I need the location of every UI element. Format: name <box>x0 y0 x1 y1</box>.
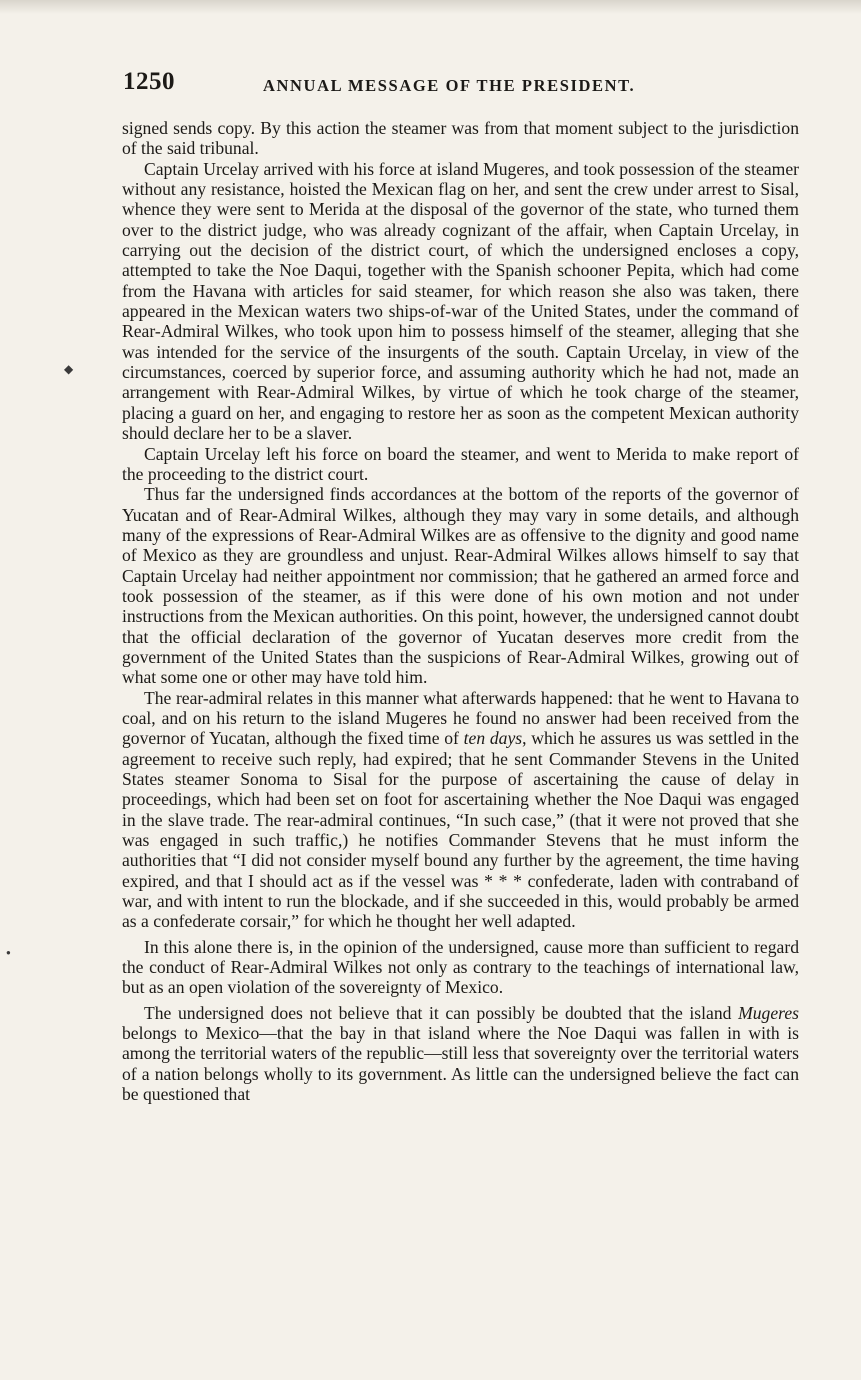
margin-mark-arrow: ◆ <box>64 362 74 376</box>
paragraph-1: signed sends copy. By this action the steamer was from that moment subject to the jurisdiction of the said tribunal. <box>122 118 799 159</box>
emphasis-ten-days: ten days <box>463 728 523 749</box>
body-text <box>122 118 799 1105</box>
running-title: ANNUAL MESSAGE OF THE PRESIDENT. <box>263 76 636 95</box>
paragraph-5-part-2: , which he assures us was settled in the agreement to receive such reply, had expired; that he sent Commander Stevens in the United States steamer Sonoma to Sisal for the purpose of ascertaining the cause of delay in proceedings, which had been set on foot for ascertaining whether the Noe Daqui was engaged in the slave trade. The rear-admiral continues, “In such case,” (that it were not proved that she was engaged in such traffic,) he notifies Commander Stevens that he must inform the authorities that “I did not consider myself bound any further by the agreement, the time having expired, and that I should act as if the vessel was * * * confederate, laden with contraband of war, and with intent to run the blockade, and if she succeeded in this, would probably be armed as a confederate corsair,” for which he thought her well adapted. <box>122 728 799 932</box>
paragraph-7-part-1: The undersigned does not believe that it can possibly be doubted that the island <box>144 1002 739 1023</box>
page-header <box>123 68 799 102</box>
paragraph-2: Captain Urcelay arrived with his force at island Mugeres, and took possession of the steamer without any resistance, hoisted the Mexican flag on her, and sent the crew under arrest to Sisal, whence they were sent to Merida at the disposal of the governor of the state, who turned them over to the district judge, who was already cognizant of the affair, when Captain Urcelay, in carrying out the decision of the district court, of which the undersigned encloses a copy, attempted to take the Noe Daqui, together with the Spanish schooner Pepita, which had come from the Havana with articles for said steamer, for which reason she also was taken, there appeared in the Mexican waters two ships-of-war of the United States, under the command of Rear-Admiral Wilkes, who took upon him to possess himself of the steamer, alleging that she was intended for the service of the insurgents of the south. Captain Urcelay, in view of the circumstances, coerced by superior force, and assuming authority which he had not, made an arrangement with Rear-Admiral Wilkes, by virtue of which he took charge of the steamer, placing a guard on her, and engaging to restore her as soon as the competent Mexican authority should declare her to be a slaver. <box>122 158 799 444</box>
paragraph-7-part-2: belongs to Mexico—that the bay in that island where the Noe Daqui was fallen in with is among the territorial waters of the republic—still less that sovereignty over the territorial waters of a nation belongs wholly to its government. As little can the undersigned believe the fact can be questioned that <box>122 1023 799 1105</box>
page-number: 1250 <box>123 68 175 95</box>
paragraph-3: Captain Urcelay left his force on board the steamer, and went to Merida to make report of the proceeding to the district court. <box>122 443 799 484</box>
paragraph-7 <box>122 1003 799 1105</box>
paragraph-5-part-1: The rear-admiral relates in this manner what afterwards happened: that he went to Havana to coal, and on his return to the island Mugeres he found no answer had been received from the governor of Yucatan, although the fixed time of <box>122 687 799 749</box>
paragraph-4: Thus far the undersigned finds accordances at the bottom of the reports of the governor of Yucatan and of Rear-Admiral Wilkes, although they may vary in some details, and although many of the expressions of Rear-Admiral Wilkes are as offensive to the dignity and good name of Mexico as they are groundless and unjust. Rear-Admiral Wilkes allows himself to say that Captain Urcelay had neither appointment nor commission; that he gathered an armed force and took possession of the steamer, as if this were done of his own motion and not under instructions from the Mexican authorities. On this point, however, the undersigned cannot doubt that the official declaration of the governor of Yucatan deserves more credit from the government of the United States than the suspicions of Rear-Admiral Wilkes, growing out of what some one or other may have told him. <box>122 484 800 688</box>
scan-top-edge <box>0 0 861 14</box>
paragraph-5 <box>122 688 799 932</box>
emphasis-mugeres: Mugeres <box>738 1002 799 1023</box>
margin-mark-dot: ● <box>6 948 11 957</box>
paragraph-6: In this alone there is, in the opinion of the undersigned, cause more than sufficient to regard the conduct of Rear-Admiral Wilkes not only as contrary to the teachings of international law, but as an open violation of the sovereignty of Mexico. <box>122 936 799 998</box>
